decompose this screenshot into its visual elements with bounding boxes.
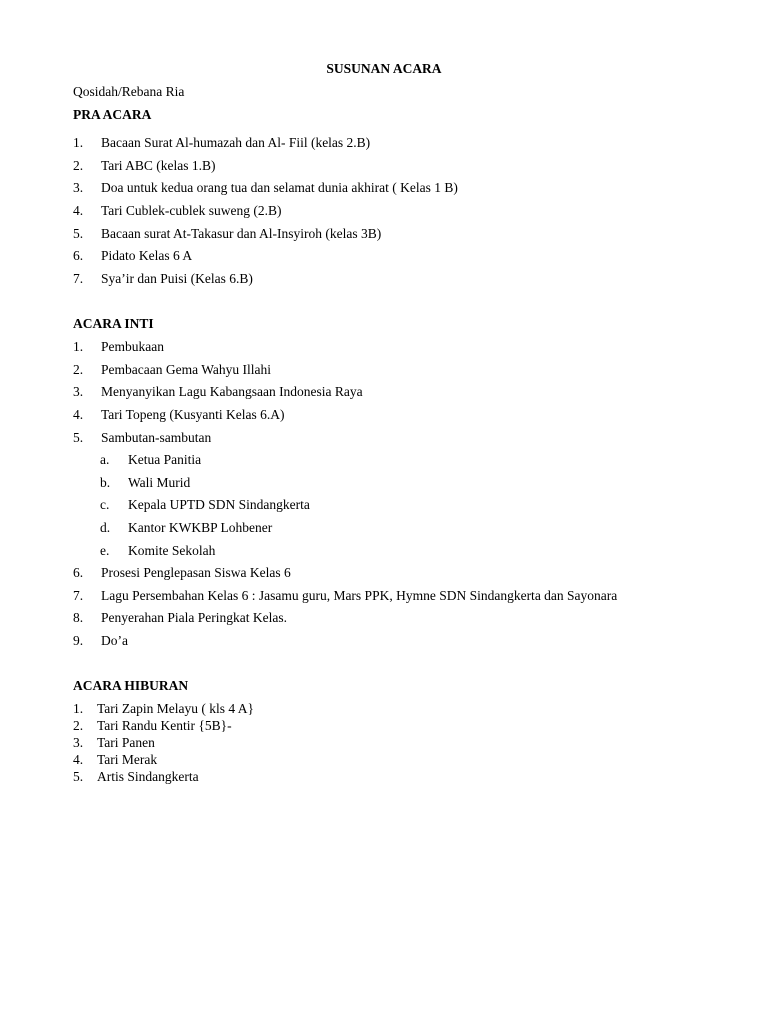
document-subtitle: Qosidah/Rebana Ria	[73, 84, 185, 99]
item-text: Tari Panen	[97, 735, 155, 750]
item-letter: c.	[100, 497, 110, 513]
item-letter: a.	[100, 452, 110, 467]
item-text: Komite Sekolah	[128, 542, 216, 558]
section-heading-acara-inti: ACARA INTI	[73, 316, 154, 331]
item-number: 1.	[73, 339, 84, 354]
item-text: Bacaan Surat Al-humazah dan Al- Fiil (kelas 2.B)	[101, 135, 371, 150]
item-text: Pidato Kelas 6 A	[101, 248, 193, 264]
document-title: SUSUNAN ACARA	[326, 61, 442, 76]
item-number: 3.	[73, 384, 84, 400]
item-number: 9.	[73, 633, 84, 649]
item-number: 5.	[73, 769, 84, 784]
item-number: 2.	[73, 157, 84, 173]
item-number: 4.	[73, 407, 84, 423]
item-number: 5.	[73, 429, 84, 445]
item-text: Artis Sindangkerta	[97, 769, 199, 784]
item-number: 3.	[73, 735, 84, 750]
section-heading-pra-acara: PRA ACARA	[73, 107, 152, 122]
item-text: Kantor KWKBP Lohbener	[128, 520, 273, 536]
item-text: Prosesi Penglepasan Siswa Kelas 6	[101, 565, 291, 580]
item-text: Kepala UPTD SDN Sindangkerta	[128, 497, 310, 513]
item-text: Penyerahan Piala Peringkat Kelas.	[101, 610, 287, 626]
item-number: 5.	[73, 225, 84, 241]
item-text: Doa untuk kedua orang tua dan selamat dunia akhirat ( Kelas 1 B)	[101, 180, 458, 196]
item-number: 7.	[73, 271, 84, 287]
item-number: 3.	[73, 180, 84, 196]
item-number: 7.	[73, 587, 84, 603]
item-number: 4.	[73, 203, 84, 219]
item-text: Sambutan-sambutan	[101, 429, 212, 445]
section-heading-acara-hiburan: ACARA HIBURAN	[73, 678, 189, 693]
item-number: 2.	[73, 361, 84, 377]
item-text: Ketua Panitia	[128, 452, 202, 467]
item-text: Tari Topeng (Kusyanti Kelas 6.A)	[101, 407, 285, 423]
item-text: Tari Cublek-cublek suweng (2.B)	[101, 203, 282, 219]
item-text: Tari Merak	[97, 752, 158, 767]
item-text: Tari Zapin Melayu ( kls 4 A}	[97, 701, 255, 716]
item-letter: b.	[100, 474, 111, 490]
item-number: 4.	[73, 752, 84, 767]
item-text: Bacaan surat At-Takasur dan Al-Insyiroh (kelas 3B)	[101, 225, 382, 241]
item-text: Pembacaan Gema Wahyu Illahi	[101, 361, 271, 377]
item-text: Wali Murid	[128, 474, 191, 490]
item-number: 2.	[73, 718, 84, 733]
item-number: 6.	[73, 248, 84, 264]
item-number: 6.	[73, 565, 84, 580]
item-text: Tari Randu Kentir {5B}-	[97, 718, 232, 733]
item-number: 1.	[73, 135, 84, 150]
item-letter: e.	[100, 542, 110, 558]
item-text: Sya’ir dan Puisi (Kelas 6.B)	[101, 271, 253, 287]
item-number: 8.	[73, 610, 84, 626]
item-text: Menyanyikan Lagu Kabangsaan Indonesia Raya	[101, 384, 363, 400]
item-text: Do’a	[101, 633, 128, 649]
item-text: Pembukaan	[101, 339, 164, 354]
item-letter: d.	[100, 520, 111, 536]
item-number: 1.	[73, 701, 84, 716]
item-text: Lagu Persembahan Kelas 6 : Jasamu guru, Mars PPK, Hymne SDN Sindangkerta dan Sayonara	[101, 587, 618, 603]
item-text: Tari ABC (kelas 1.B)	[101, 157, 216, 173]
